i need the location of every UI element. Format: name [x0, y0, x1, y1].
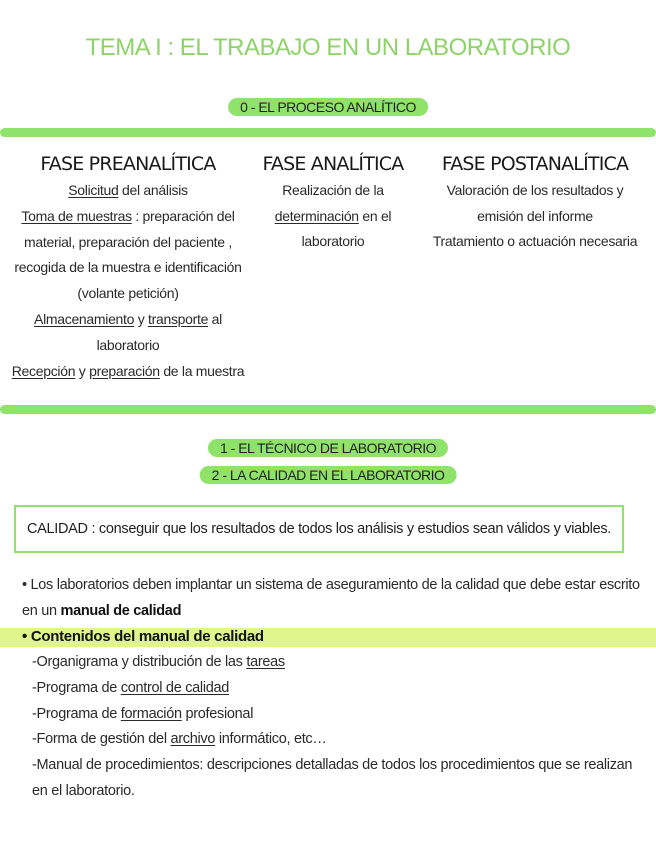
- calidad-definition-box: [14, 505, 624, 553]
- text-manual-calidad: manual de calidad: [60, 602, 182, 619]
- divider-top: [0, 128, 656, 137]
- preanalitica-text: Solicitud del análisis Toma de muestras : preparación del material, preparación del paciente , recogida de la muestra e identificación (volante petición) Almacenamiento y transporte al laboratorio Recepción y preparación de la muestra: [11, 182, 245, 379]
- postanalitica-text-2: Tratamiento o actuación necesaria: [432, 233, 638, 249]
- text-transporte: transporte: [148, 310, 209, 327]
- phase-postanalitica: [424, 150, 646, 255]
- text-solicitud: Solicitud: [68, 182, 119, 198]
- section-heading-proceso-analitico: 0 - EL PROCESO ANALÍTICO: [228, 98, 428, 116]
- phase-preanalitica-heading: FASE PREANALÍTICA: [40, 153, 216, 175]
- section-heading-tecnico: 1 - EL TÉCNICO DE LABORATORIO: [208, 439, 448, 457]
- postanalitica-text-1: Valoración de los resultados y emisión del informe: [446, 182, 624, 224]
- phase-analitica: [252, 150, 414, 255]
- calidad-definition: CALIDAD : conseguir que los resultados de todos los análisis y estudios sean válidos y viables.: [26, 521, 612, 537]
- phase-preanalitica: [6, 150, 250, 384]
- list-item: -Programa de control de calidad: [32, 679, 230, 696]
- manual-contents-list: [22, 650, 642, 805]
- page-title: TEMA I : EL TRABAJO EN UN LABORATORIO: [85, 34, 571, 61]
- text-toma-muestras: Toma de muestras: [21, 207, 132, 224]
- analitica-text: Realización de la determinación en el laboratorio: [274, 182, 392, 249]
- list-item: -Organigrama y distribución de las tareas: [32, 654, 285, 670]
- bullet-sistema-calidad: • Los laboratorios deben implantar un sistema de aseguramiento de la calidad que debe estar escrito en un manual de calidad: [22, 577, 640, 619]
- list-item: -Forma de gestión del archivo informático, etc…: [32, 731, 327, 748]
- divider-bottom: [0, 405, 656, 414]
- phase-analitica-heading: FASE ANALÍTICA: [262, 153, 404, 175]
- section-heading-calidad: 2 - LA CALIDAD EN EL LABORATORIO: [200, 466, 457, 484]
- text-recepcion: Recepción: [11, 362, 76, 379]
- list-item: -Manual de procedimientos: descripciones detalladas de todos los procedimientos que se realizan en el laboratorio.: [32, 757, 633, 799]
- bullet-contenidos-manual: • Contenidos del manual de calidad: [22, 628, 264, 645]
- text-determinacion: determinación: [274, 207, 359, 224]
- phase-postanalitica-heading: FASE POSTANALÍTICA: [441, 153, 629, 175]
- text-almacenamiento: Almacenamiento: [34, 310, 135, 327]
- text-preparacion: preparación: [89, 362, 160, 379]
- list-item: -Programa de formación profesional: [32, 705, 254, 722]
